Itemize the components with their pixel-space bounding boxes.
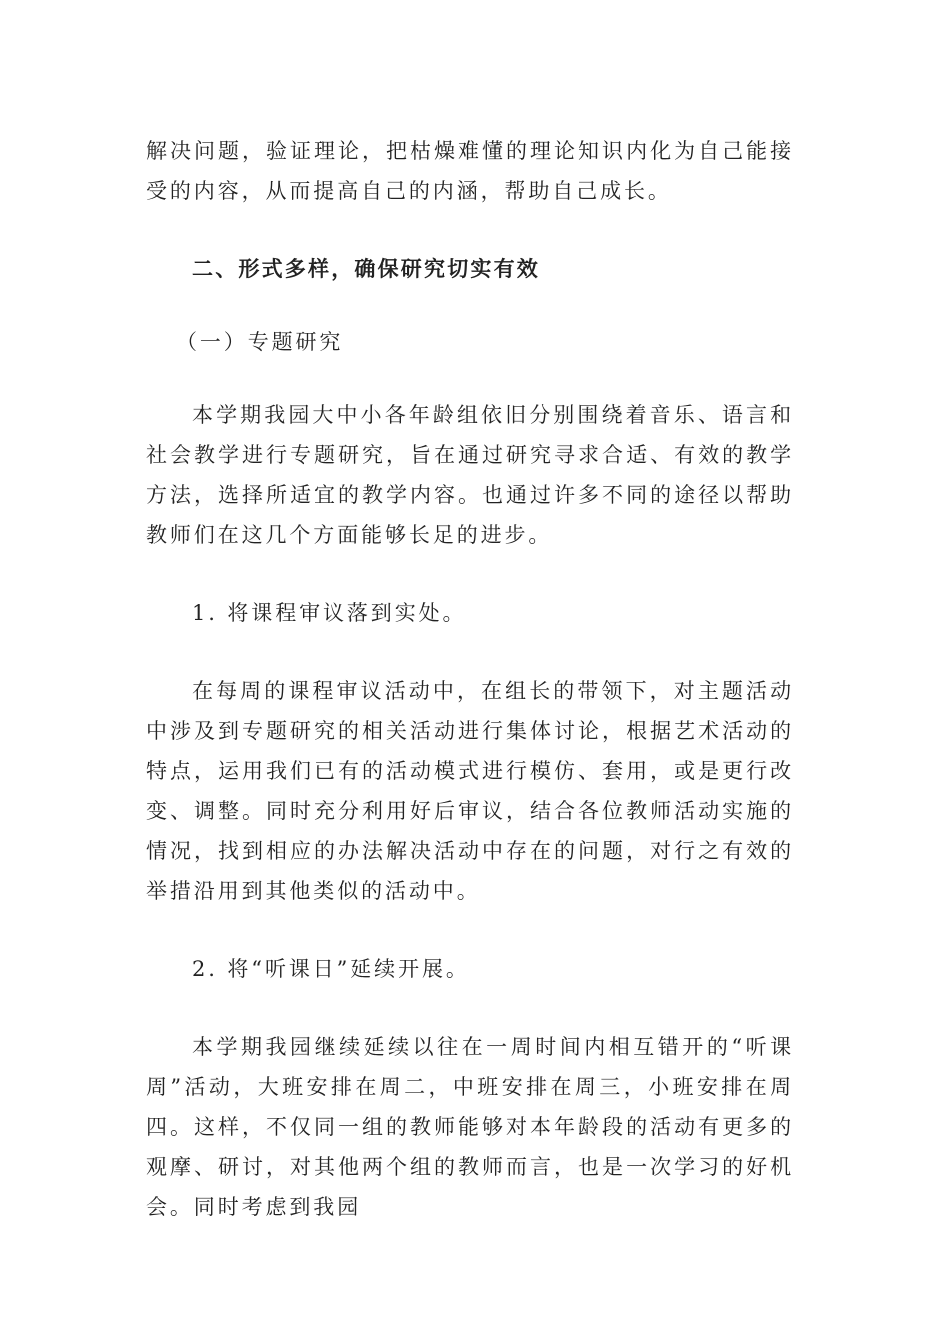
paragraph-continuation: 解决问题，验证理论，把枯燥难懂的理论知识内化为自己能接受的内容，从而提高自己的内涵，帮助自己成长。 [146, 139, 794, 203]
paragraph-topic-research: 本学期我园大中小各年龄组依旧分别围绕着音乐、语言和社会教学进行专题研究，旨在通过研究寻求合适、有效的教学方法，选择所适宜的教学内容。也通过许多不同的途径以帮助教师们在这几个方面能够长足的进步。 [146, 403, 794, 547]
section-heading: 二、形式多样，确保研究切实有效 [192, 257, 540, 281]
subsection-heading: （一）专题研究 [176, 330, 344, 354]
document-body [146, 131, 794, 1227]
list-item-heading-1: 1. 将课程审议落到实处。 [192, 601, 467, 625]
paragraph-listening-week: 本学期我园继续延续以往在一周时间内相互错开的“听课周”活动，大班安排在周二，中班安排在周三，小班安排在周四。这样，不仅同一组的教师能够对本年龄段的活动有更多的观摩、研讨，对其他两个组的教师而言，也是一次学习的好机会。同时考虑到我园 [146, 1035, 794, 1219]
paragraph-curriculum-review: 在每周的课程审议活动中，在组长的带领下，对主题活动中涉及到专题研究的相关活动进行集体讨论，根据艺术活动的特点，运用我们已有的活动模式进行模仿、套用，或是更行改变、调整。同时充分利用好后审议，结合各位教师活动实施的情况，找到相应的办法解决活动中存在的问题，对行之有效的举措沿用到其他类似的活动中。 [146, 679, 794, 903]
list-item-heading-2: 2. 将“听课日”延续开展。 [192, 957, 470, 981]
